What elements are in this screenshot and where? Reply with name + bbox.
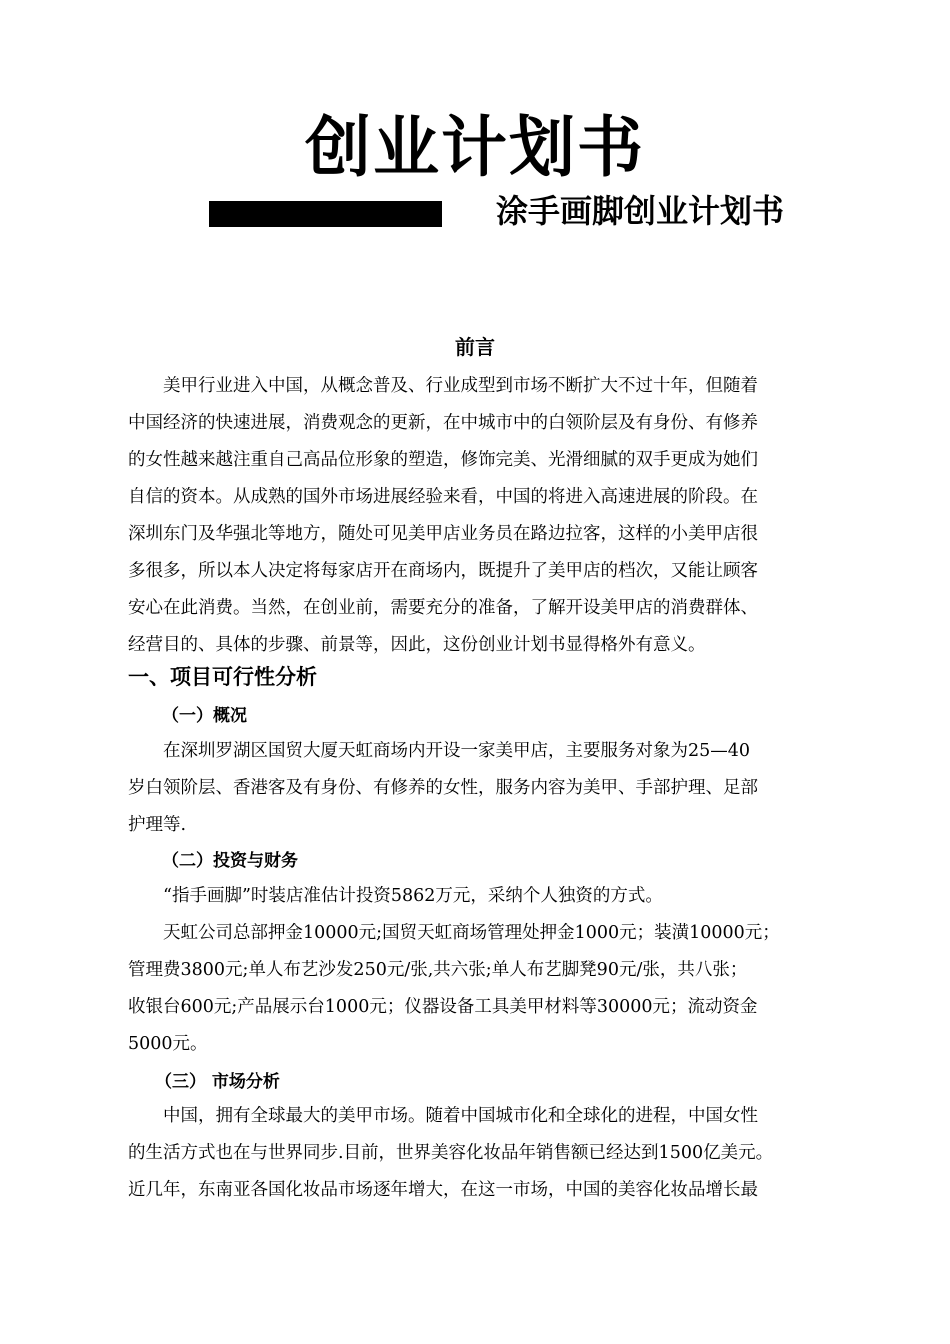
subsection-heading: （二）投资与财务	[162, 851, 298, 871]
text-line: 天虹公司总部押金10000元;国贸天虹商场管理处押金1000元；装潢10000元；	[163, 923, 780, 943]
investment-body	[128, 878, 828, 1063]
section-heading: 一、项目可行性分析	[128, 665, 317, 689]
text-line: 深圳东门及华强北等地方，随处可见美甲店业务员在路边拉客，这样的小美甲店很	[128, 524, 758, 544]
text-line: 经营目的、具体的步骤、前景等，因此，这份创业计划书显得格外有意义。	[128, 635, 706, 655]
text-line: 5000元。	[128, 1034, 208, 1054]
market-body	[128, 1098, 843, 1209]
preface-body	[128, 368, 828, 664]
text-line: 的女性越来越注重自己高品位形象的塑造，修饰完美、光滑细腻的双手更成为她们	[128, 450, 758, 470]
document-subtitle: 涂手画脚创业计划书	[496, 192, 785, 230]
text-line: 的生活方式也在与世界同步.目前，世界美容化妆品年销售额已经达到1500亿美元。	[128, 1143, 774, 1163]
text-line: 岁白领阶层、香港客及有身份、有修养的女性，服务内容为美甲、手部护理、足部	[128, 778, 758, 798]
text-line: 护理等.	[128, 815, 187, 835]
text-line: 安心在此消费。当然，在创业前，需要充分的准备，了解开设美甲店的消费群体、	[128, 598, 758, 618]
document-title: 创业计划书	[305, 109, 645, 186]
preface-heading: 前言	[455, 335, 495, 359]
text-line: 中国，拥有全球最大的美甲市场。随着中国城市化和全球化的进程，中国女性	[163, 1106, 758, 1126]
text-line: 管理费3800元;单人布艺沙发250元/张,共六张;单人布艺脚凳90元/张，共八张；	[128, 960, 748, 980]
text-line: 收银台600元;产品展示台1000元；仪器设备工具美甲材料等30000元；流动资金	[128, 997, 758, 1017]
text-line: 中国经济的快速进展，消费观念的更新，在中城市中的白领阶层及有身份、有修养	[128, 413, 758, 433]
text-line: 自信的资本。从成熟的国外市场进展经验来看，中国的将进入高速进展的阶段。在	[128, 487, 758, 507]
text-line: 多很多，所以本人决定将每家店开在商场内，既提升了美甲店的档次，又能让顾客	[128, 561, 758, 581]
text-line: 近几年，东南亚各国化妆品市场逐年增大，在这一市场，中国的美容化妆品增长最	[128, 1180, 758, 1200]
overview-body	[128, 733, 828, 844]
text-line: 美甲行业进入中国，从概念普及、行业成型到市场不断扩大不过十年，但随着	[163, 376, 758, 396]
text-line: “指手画脚”时装店准估计投资5862万元，采纳个人独资的方式。	[163, 886, 663, 906]
decorative-bar	[209, 201, 442, 227]
text-line: 在深圳罗湖区国贸大厦天虹商场内开设一家美甲店，主要服务对象为25—40	[163, 741, 751, 761]
subsection-heading: （一）概况	[162, 706, 247, 726]
subsection-heading: （三） 市场分析	[155, 1072, 280, 1092]
